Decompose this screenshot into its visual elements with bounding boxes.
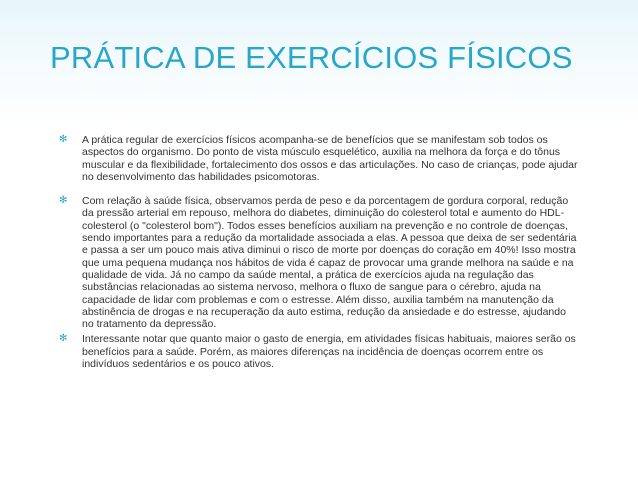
bullet-text: A prática regular de exercícios físicos acompanha-se de benefícios que se manifestam sob todos os aspectos do organismo. Do ponto de vista músculo esquelético, auxilia na melhora da força e do tônus muscular e da flexibilidade, fortalecimento dos ossos e das articulações. No caso de crianças, pode ajudar no desenvolvimento das habilidades psicomotoras. <box>82 134 578 183</box>
bullet-item-physical-health <box>58 195 578 330</box>
bullet-item-energy-expenditure <box>58 333 578 370</box>
bullet-text: Com relação à saúde física, observamos perda de peso e da porcentagem de gordura corporal, redução da pressão arterial em repouso, melhora do diabetes, diminuição do colesterol total e aumento do HDL-colesterol (o "colesterol bom"). Todos esses benefícios auxiliam na prevenção e no controle de doenças, sendo importantes para a redução da mortalidade associada a elas. A pessoa que deixa de ser sedentária e passa a ser um pouco mais ativa diminui o risco de morte por doenças do coração em 40%! Isso mostra que uma pequena mudança nos hábitos de vida é capaz de provocar uma grande melhora na saúde e na qualidade de vida. Já no campo da saúde mental, a prática de exercícios ajuda na regulação das substâncias relacionadas ao sistema nervoso, melhora o fluxo de sangue para o cérebro, ajuda na capacidade de lidar com problemas e com o estresse. Além disso, auxilia também na manutenção da abstinência de drogas e na recuperação da auto estima, redução da ansiedade e do estresse, ajudando no tratamento da depressão. <box>82 195 577 331</box>
asterisk-bullet-icon: ✻ <box>59 134 68 145</box>
bullet-list <box>58 134 578 370</box>
slide-title: PRÁTICA DE EXERCÍCIOS FÍSICOS <box>50 40 573 75</box>
asterisk-bullet-icon: ✻ <box>59 195 68 207</box>
bullet-item-benefits <box>58 134 578 183</box>
asterisk-bullet-icon: ✻ <box>59 333 68 345</box>
bullet-text: Interessante notar que quanto maior o gasto de energia, em atividades físicas habituais, maiores serão os benefícios para a saúde. Porém, as maiores diferenças na incidência de doenças ocorrem entre os indivíduos sedentários e os pouco ativos. <box>82 333 576 371</box>
